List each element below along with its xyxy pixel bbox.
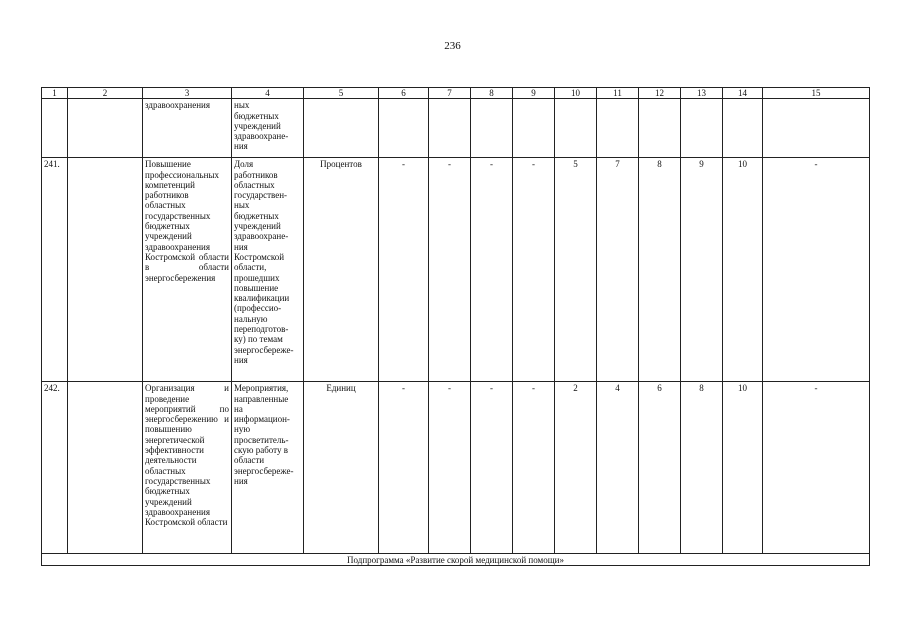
value-cell: 6 xyxy=(639,382,681,554)
header-cell: 10 xyxy=(555,88,597,99)
header-cell: 14 xyxy=(723,88,763,99)
value-cell: - xyxy=(379,382,429,554)
value-cell: 10 xyxy=(723,382,763,554)
header-cell: 4 xyxy=(232,88,304,99)
row-col2 xyxy=(68,382,143,554)
value-cell: - xyxy=(429,158,471,382)
row-col2 xyxy=(68,158,143,382)
indicator-name: Мероприятия, направленные на информацион- ную просветитель- скую работу в области энергосбереже- ния xyxy=(232,382,304,554)
value-cell: 4 xyxy=(597,382,639,554)
subprogram-title: Подпрограмма «Развитие скорой медицинской помощи» xyxy=(42,554,870,566)
header-cell: 15 xyxy=(763,88,870,99)
measure-name: Организация и проведение мероприятий по энергосбережению и повышению энергетической эффективности деятельности областных государственных бюджетных учреждений здравоохранения Костромской области xyxy=(143,382,232,554)
header-cell: 12 xyxy=(639,88,681,99)
row-number: 241. xyxy=(42,158,68,382)
value-cell: - xyxy=(513,158,555,382)
value-cell: - xyxy=(763,382,870,554)
value-cell: - xyxy=(513,382,555,554)
header-cell: 9 xyxy=(513,88,555,99)
page-number: 236 xyxy=(444,40,461,52)
unit: Единиц xyxy=(304,382,379,554)
column-number-header-row xyxy=(42,88,870,99)
table-row xyxy=(42,158,870,382)
table-row xyxy=(42,382,870,554)
header-cell: 5 xyxy=(304,88,379,99)
value-cell: 8 xyxy=(639,158,681,382)
header-cell: 6 xyxy=(379,88,429,99)
header-cell: 13 xyxy=(681,88,723,99)
header-cell: 8 xyxy=(471,88,513,99)
continuation-name-cell: здравоохранения xyxy=(143,99,232,158)
value-cell: 10 xyxy=(723,158,763,382)
indicator-name: Доля работников областных государствен- ных бюджетных учреждений здравоохране- ния Костромской области, прошедших повышение квалификации (профессио- нальную переподготов- ку) по темам энергосбереже- ния xyxy=(232,158,304,382)
value-cell: - xyxy=(379,158,429,382)
value-cell: 8 xyxy=(681,382,723,554)
value-cell: 9 xyxy=(681,158,723,382)
value-cell: 2 xyxy=(555,382,597,554)
value-cell: 7 xyxy=(597,158,639,382)
header-cell: 2 xyxy=(68,88,143,99)
indicators-table xyxy=(41,87,870,566)
header-cell: 1 xyxy=(42,88,68,99)
unit: Процентов xyxy=(304,158,379,382)
value-cell: - xyxy=(429,382,471,554)
row-number: 242. xyxy=(42,382,68,554)
continuation-row xyxy=(42,99,870,158)
value-cell: - xyxy=(471,158,513,382)
value-cell: - xyxy=(763,158,870,382)
value-cell: 5 xyxy=(555,158,597,382)
measure-name: Повышение профессиональных компетенций работников областных государственных бюджетных учреждений здравоохранения Костромской области в области энергосбережения xyxy=(143,158,232,382)
header-cell: 7 xyxy=(429,88,471,99)
header-cell: 3 xyxy=(143,88,232,99)
header-cell: 11 xyxy=(597,88,639,99)
continuation-indicator-cell: ных бюджетных учреждений здравоохране- ния xyxy=(232,99,304,158)
subprogram-row xyxy=(42,554,870,566)
value-cell: - xyxy=(471,382,513,554)
